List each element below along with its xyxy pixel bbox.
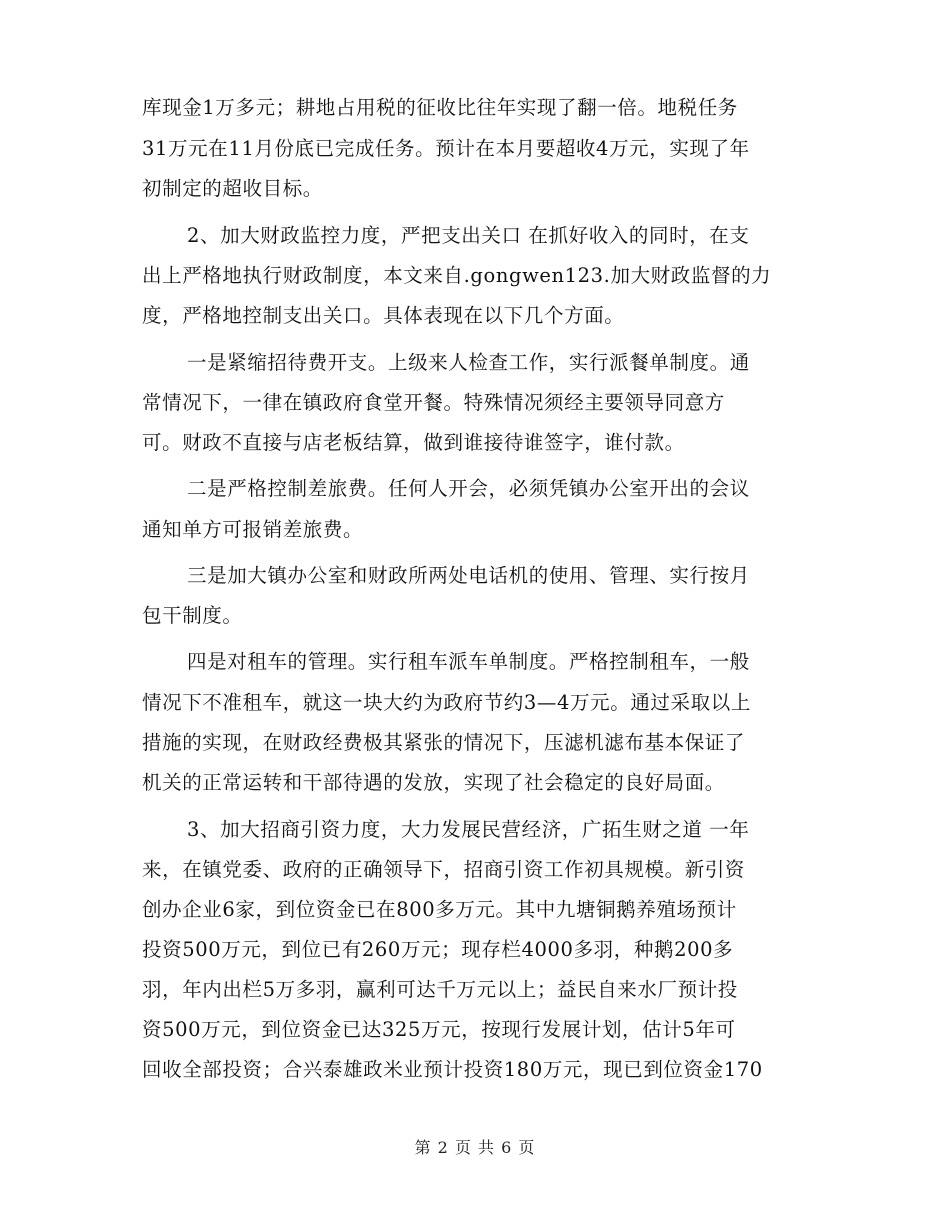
- text-line: 可。财政不直接与店老板结算，做到谁接待谁签字，谁付款。: [142, 431, 685, 454]
- text-line: 措施的实现，在财政经费极其紧张的情况下，压滤机滤布基本保证了: [142, 731, 746, 754]
- paragraph-start-line: 四是对租车的管理。实行租车派车单制度。严格控制租车，一般: [187, 650, 750, 673]
- text-line: 库现金1万多元；耕地占用税的征收比往年实现了翻一倍。地税任务: [142, 96, 738, 119]
- paragraph-start-line: 二是严格控制差旅费。任何人开会，必须凭镇办公室开出的会议: [187, 477, 750, 500]
- text-line: 通知单方可报销差旅费。: [142, 518, 364, 541]
- paragraph-start-line: 2、加大财政监控力度，严把支出关口 在抓好收入的同时，在支: [187, 224, 750, 247]
- text-line: 初制定的超收目标。: [142, 177, 323, 200]
- text-line: 回收全部投资；合兴泰雄政米业预计投资180万元，现已到位资金170: [142, 1058, 763, 1081]
- text-line: 包干制度。: [142, 604, 243, 627]
- text-line: 31万元在11月份底已完成任务。预计在本月要超收4万元，实现了年: [142, 137, 750, 160]
- text-line: 资500万元，到位资金已达325万元，按现行发展计划，估计5年可: [142, 1018, 736, 1041]
- text-line: 羽，年内出栏5万多羽，赢利可达千万元以上；益民自来水厂预计投: [142, 978, 738, 1001]
- text-line: 投资500万元，到位已有260万元；现存栏4000多羽，种鹅200多: [142, 938, 734, 961]
- paragraph-start-line: 一是紧缩招待费开支。上级来人检查工作，实行派餐单制度。通: [187, 351, 750, 374]
- text-line: 情况下不准租车，就这一块大约为政府节约3—4万元。通过采取以上: [142, 691, 751, 714]
- text-line: 创办企业6家，到位资金已在800多万元。其中九塘铜鹅养殖场预计: [142, 898, 737, 921]
- page-number-footer: 第 2 页 共 6 页: [414, 1138, 536, 1157]
- text-line: 常情况下，一律在镇政府食堂开餐。特殊情况须经主要领导同意方: [142, 391, 725, 414]
- text-line: 度，严格地控制支出关口。具体表现在以下几个方面。: [142, 304, 625, 327]
- paragraph-start-line: 三是加大镇办公室和财政所两处电话机的使用、管理、实行按月: [187, 564, 750, 587]
- text-line: 机关的正常运转和干部待遇的发放，实现了社会稳定的良好局面。: [142, 771, 725, 794]
- text-line: 来，在镇党委、政府的正确领导下，招商引资工作初具规模。新引资: [142, 858, 746, 881]
- paragraph-start-line: 3、加大招商引资力度，大力发展民营经济，广拓生财之道 一年: [187, 818, 750, 841]
- text-line: 出上严格地执行财政制度，本文来自.gongwen123.加大财政监督的力: [142, 264, 772, 287]
